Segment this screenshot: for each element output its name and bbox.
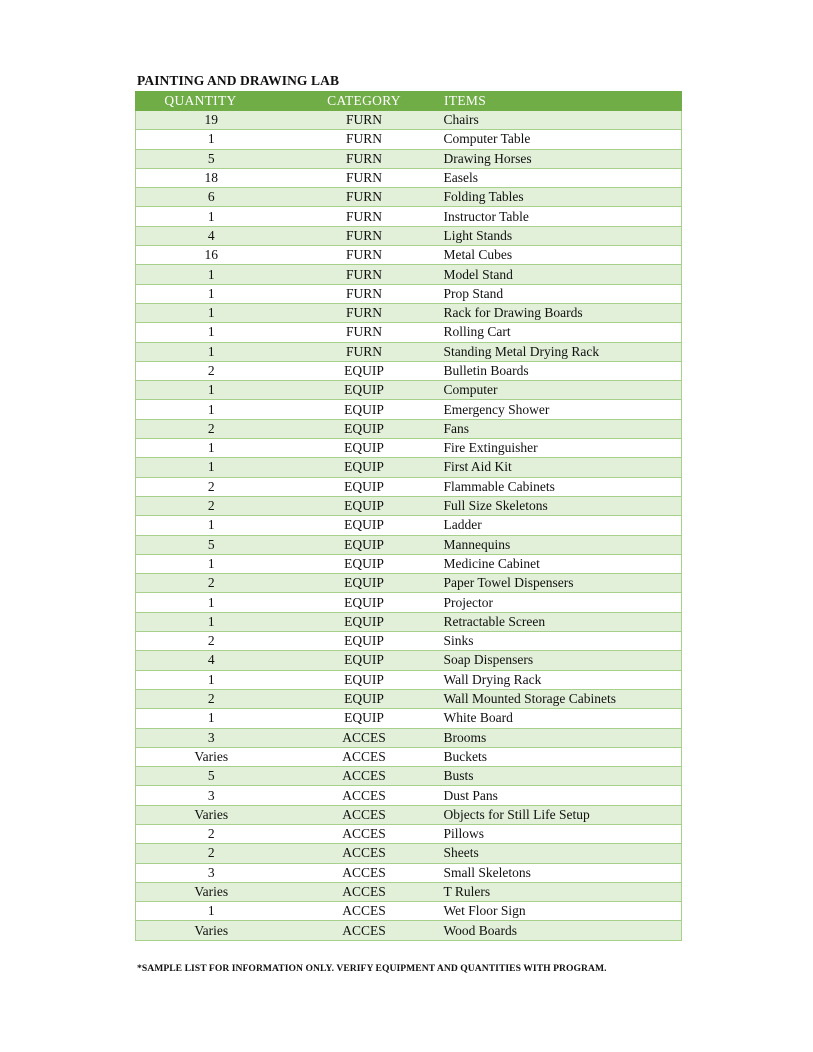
cell-item: Metal Cubes: [438, 246, 682, 265]
table-header: [136, 92, 682, 111]
table-row: [136, 226, 682, 245]
cell-quantity: 1: [136, 612, 291, 631]
cell-category: ACCES: [291, 805, 438, 824]
column-header-items: ITEMS: [438, 92, 682, 111]
cell-item: White Board: [438, 709, 682, 728]
table-row: [136, 651, 682, 670]
cell-item: Medicine Cabinet: [438, 554, 682, 573]
cell-quantity: 4: [136, 226, 291, 245]
cell-category: FURN: [291, 284, 438, 303]
cell-item: Folding Tables: [438, 188, 682, 207]
cell-category: EQUIP: [291, 439, 438, 458]
cell-category: EQUIP: [291, 381, 438, 400]
table-row: [136, 824, 682, 843]
cell-category: EQUIP: [291, 670, 438, 689]
table-body: [136, 111, 682, 941]
table-row: [136, 882, 682, 901]
cell-quantity: 1: [136, 516, 291, 535]
cell-quantity: 2: [136, 632, 291, 651]
table-row: [136, 844, 682, 863]
cell-item: Ladder: [438, 516, 682, 535]
table-row: [136, 632, 682, 651]
cell-quantity: 1: [136, 709, 291, 728]
cell-item: Buckets: [438, 747, 682, 766]
cell-item: Drawing Horses: [438, 149, 682, 168]
cell-category: EQUIP: [291, 361, 438, 380]
table-row: [136, 265, 682, 284]
cell-quantity: 1: [136, 265, 291, 284]
cell-category: ACCES: [291, 902, 438, 921]
cell-category: FURN: [291, 265, 438, 284]
cell-category: EQUIP: [291, 554, 438, 573]
cell-quantity: 2: [136, 689, 291, 708]
table-row: [136, 477, 682, 496]
cell-quantity: 1: [136, 554, 291, 573]
cell-quantity: 2: [136, 419, 291, 438]
cell-quantity: 1: [136, 381, 291, 400]
table-row: [136, 188, 682, 207]
cell-quantity: 1: [136, 130, 291, 149]
table-row: [136, 458, 682, 477]
cell-item: Sheets: [438, 844, 682, 863]
header-row: [136, 92, 682, 111]
table-row: [136, 574, 682, 593]
cell-quantity: 6: [136, 188, 291, 207]
table-row: [136, 670, 682, 689]
table-row: [136, 689, 682, 708]
table-row: [136, 284, 682, 303]
cell-category: EQUIP: [291, 612, 438, 631]
cell-item: Retractable Screen: [438, 612, 682, 631]
cell-item: First Aid Kit: [438, 458, 682, 477]
cell-category: ACCES: [291, 728, 438, 747]
cell-quantity: Varies: [136, 921, 291, 940]
cell-quantity: 2: [136, 824, 291, 843]
cell-quantity: 3: [136, 863, 291, 882]
cell-item: Mannequins: [438, 535, 682, 554]
cell-quantity: 1: [136, 342, 291, 361]
cell-quantity: 16: [136, 246, 291, 265]
cell-category: EQUIP: [291, 496, 438, 515]
table-row: [136, 535, 682, 554]
cell-quantity: 5: [136, 149, 291, 168]
table-row: [136, 612, 682, 631]
cell-item: Sinks: [438, 632, 682, 651]
cell-category: EQUIP: [291, 651, 438, 670]
cell-quantity: 3: [136, 786, 291, 805]
table-row: [136, 168, 682, 187]
table-row: [136, 516, 682, 535]
cell-category: ACCES: [291, 863, 438, 882]
cell-category: FURN: [291, 226, 438, 245]
cell-category: ACCES: [291, 767, 438, 786]
cell-category: ACCES: [291, 786, 438, 805]
cell-item: Objects for Still Life Setup: [438, 805, 682, 824]
cell-quantity: 2: [136, 574, 291, 593]
cell-quantity: 1: [136, 323, 291, 342]
cell-category: EQUIP: [291, 632, 438, 651]
table-row: [136, 593, 682, 612]
cell-category: EQUIP: [291, 419, 438, 438]
cell-item: Rack for Drawing Boards: [438, 303, 682, 322]
cell-category: FURN: [291, 149, 438, 168]
table-row: [136, 381, 682, 400]
cell-quantity: 3: [136, 728, 291, 747]
footnote: *SAMPLE LIST FOR INFORMATION ONLY. VERIFY EQUIPMENT AND QUANTITIES WITH PROGRAM.: [137, 963, 607, 974]
cell-item: Prop Stand: [438, 284, 682, 303]
cell-item: Bulletin Boards: [438, 361, 682, 380]
cell-quantity: 2: [136, 496, 291, 515]
cell-quantity: 5: [136, 767, 291, 786]
cell-category: ACCES: [291, 921, 438, 940]
cell-quantity: Varies: [136, 805, 291, 824]
cell-category: ACCES: [291, 882, 438, 901]
table-row: [136, 902, 682, 921]
cell-category: FURN: [291, 130, 438, 149]
table-row: [136, 496, 682, 515]
column-header-category: CATEGORY: [291, 92, 438, 111]
cell-quantity: 1: [136, 593, 291, 612]
cell-quantity: 1: [136, 400, 291, 419]
cell-item: Flammable Cabinets: [438, 477, 682, 496]
cell-item: Projector: [438, 593, 682, 612]
cell-item: Soap Dispensers: [438, 651, 682, 670]
cell-item: Wall Mounted Storage Cabinets: [438, 689, 682, 708]
cell-item: Light Stands: [438, 226, 682, 245]
table-row: [136, 439, 682, 458]
cell-quantity: Varies: [136, 882, 291, 901]
cell-category: EQUIP: [291, 535, 438, 554]
cell-item: Wall Drying Rack: [438, 670, 682, 689]
table-row: [136, 246, 682, 265]
table-row: [136, 361, 682, 380]
cell-category: EQUIP: [291, 516, 438, 535]
cell-item: Fans: [438, 419, 682, 438]
column-header-quantity: QUANTITY: [136, 92, 291, 111]
cell-item: Brooms: [438, 728, 682, 747]
cell-category: FURN: [291, 246, 438, 265]
table-row: [136, 149, 682, 168]
cell-quantity: 2: [136, 844, 291, 863]
cell-category: FURN: [291, 342, 438, 361]
table-row: [136, 111, 682, 130]
table-row: [136, 786, 682, 805]
cell-category: EQUIP: [291, 477, 438, 496]
cell-quantity: 19: [136, 111, 291, 130]
cell-quantity: 4: [136, 651, 291, 670]
table-row: [136, 207, 682, 226]
cell-item: Easels: [438, 168, 682, 187]
table-row: [136, 130, 682, 149]
cell-quantity: 1: [136, 439, 291, 458]
cell-item: Emergency Shower: [438, 400, 682, 419]
cell-category: EQUIP: [291, 689, 438, 708]
cell-quantity: 1: [136, 207, 291, 226]
cell-category: FURN: [291, 323, 438, 342]
cell-category: ACCES: [291, 747, 438, 766]
cell-category: ACCES: [291, 824, 438, 843]
cell-category: ACCES: [291, 844, 438, 863]
cell-item: Fire Extinguisher: [438, 439, 682, 458]
table-row: [136, 342, 682, 361]
table-row: [136, 921, 682, 940]
table-row: [136, 323, 682, 342]
cell-item: Dust Pans: [438, 786, 682, 805]
table-row: [136, 419, 682, 438]
cell-category: FURN: [291, 188, 438, 207]
cell-category: EQUIP: [291, 458, 438, 477]
cell-quantity: 18: [136, 168, 291, 187]
cell-item: Pillows: [438, 824, 682, 843]
cell-quantity: 1: [136, 303, 291, 322]
cell-category: EQUIP: [291, 400, 438, 419]
inventory-table: [135, 91, 682, 941]
cell-category: EQUIP: [291, 593, 438, 612]
cell-item: Model Stand: [438, 265, 682, 284]
table-row: [136, 303, 682, 322]
cell-quantity: 5: [136, 535, 291, 554]
cell-item: Wood Boards: [438, 921, 682, 940]
cell-item: Rolling Cart: [438, 323, 682, 342]
page-title: PAINTING AND DRAWING LAB: [137, 73, 340, 88]
cell-quantity: Varies: [136, 747, 291, 766]
cell-item: Paper Towel Dispensers: [438, 574, 682, 593]
cell-item: Instructor Table: [438, 207, 682, 226]
table-row: [136, 400, 682, 419]
cell-quantity: 1: [136, 458, 291, 477]
table-row: [136, 863, 682, 882]
table-row: [136, 728, 682, 747]
cell-quantity: 1: [136, 902, 291, 921]
cell-item: Wet Floor Sign: [438, 902, 682, 921]
cell-item: Busts: [438, 767, 682, 786]
cell-category: EQUIP: [291, 709, 438, 728]
cell-item: T Rulers: [438, 882, 682, 901]
cell-quantity: 2: [136, 361, 291, 380]
cell-item: Computer: [438, 381, 682, 400]
cell-category: FURN: [291, 168, 438, 187]
table-row: [136, 747, 682, 766]
cell-quantity: 1: [136, 670, 291, 689]
cell-item: Chairs: [438, 111, 682, 130]
table-row: [136, 805, 682, 824]
cell-category: FURN: [291, 207, 438, 226]
cell-item: Standing Metal Drying Rack: [438, 342, 682, 361]
table-row: [136, 554, 682, 573]
cell-category: EQUIP: [291, 574, 438, 593]
cell-category: FURN: [291, 111, 438, 130]
table-row: [136, 767, 682, 786]
cell-item: Small Skeletons: [438, 863, 682, 882]
table-row: [136, 709, 682, 728]
cell-quantity: 1: [136, 284, 291, 303]
cell-item: Full Size Skeletons: [438, 496, 682, 515]
cell-item: Computer Table: [438, 130, 682, 149]
cell-category: FURN: [291, 303, 438, 322]
cell-quantity: 2: [136, 477, 291, 496]
